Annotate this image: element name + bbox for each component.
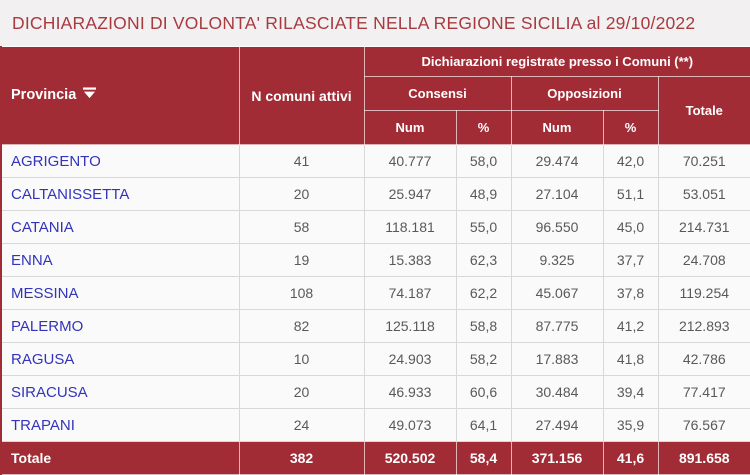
comuni-cell: 82 — [239, 310, 364, 343]
consensi-num-cell: 118.181 — [364, 211, 456, 244]
province-link[interactable]: ENNA — [11, 251, 53, 269]
column-header-consensi-num: Num — [364, 111, 456, 145]
province-link[interactable]: PALERMO — [11, 317, 84, 335]
opposizioni-pct-cell: 37,7 — [603, 244, 658, 277]
province-cell — [1, 409, 239, 442]
consensi-pct-cell: 62,3 — [456, 244, 511, 277]
province-cell — [1, 376, 239, 409]
table-row-caltanissetta — [1, 178, 750, 211]
table-row-palermo — [1, 310, 750, 343]
column-header-totale: Totale — [658, 77, 750, 145]
province-link[interactable]: AGRIGENTO — [11, 152, 101, 170]
page-title: DICHIARAZIONI DI VOLONTA' RILASCIATE NELLA REGIONE SICILIA al 29/10/2022 — [12, 12, 696, 33]
opposizioni-pct-cell: 35,9 — [603, 409, 658, 442]
consensi-pct-cell: 62,2 — [456, 277, 511, 310]
totale-cell: 53.051 — [658, 178, 750, 211]
table-row-agrigento — [1, 145, 750, 178]
comuni-cell: 20 — [239, 178, 364, 211]
opposizioni-num-cell: 96.550 — [511, 211, 603, 244]
totale-cell: 24.708 — [658, 244, 750, 277]
consensi-num-cell: 46.933 — [364, 376, 456, 409]
totale-cell: 214.731 — [658, 211, 750, 244]
comuni-cell: 20 — [239, 376, 364, 409]
province-cell — [1, 211, 239, 244]
consensi-num-cell: 40.777 — [364, 145, 456, 178]
column-header-consensi-pct: % — [456, 111, 511, 145]
table-row-enna — [1, 244, 750, 277]
opposizioni-num-cell: 27.494 — [511, 409, 603, 442]
opposizioni-num-cell: 87.775 — [511, 310, 603, 343]
total-opposizioni-num-cell: 371.156 — [511, 442, 603, 475]
opposizioni-pct-cell: 41,8 — [603, 343, 658, 376]
opposizioni-pct-cell: 51,1 — [603, 178, 658, 211]
province-link[interactable]: MESSINA — [11, 284, 79, 302]
province-link[interactable]: RAGUSA — [11, 350, 75, 368]
province-link[interactable]: CALTANISSETTA — [11, 185, 130, 203]
declarations-table — [0, 46, 750, 475]
comuni-cell: 19 — [239, 244, 364, 277]
province-link[interactable]: CATANIA — [11, 218, 74, 236]
table-row-messina — [1, 277, 750, 310]
totale-cell: 42.786 — [658, 343, 750, 376]
opposizioni-num-cell: 9.325 — [511, 244, 603, 277]
opposizioni-pct-cell: 37,8 — [603, 277, 658, 310]
totale-cell: 119.254 — [658, 277, 750, 310]
totale-cell: 76.567 — [658, 409, 750, 442]
province-cell — [1, 343, 239, 376]
table-row-ragusa — [1, 343, 750, 376]
table-row-trapani — [1, 409, 750, 442]
province-cell — [1, 145, 239, 178]
opposizioni-pct-cell: 41,2 — [603, 310, 658, 343]
provincia-header-label: Provincia — [11, 87, 77, 103]
column-header-opposizioni-pct: % — [603, 111, 658, 145]
total-opposizioni-pct-cell: 41,6 — [603, 442, 658, 475]
consensi-pct-cell: 58,0 — [456, 145, 511, 178]
opposizioni-num-cell: 17.883 — [511, 343, 603, 376]
totale-cell: 77.417 — [658, 376, 750, 409]
consensi-num-cell: 49.073 — [364, 409, 456, 442]
total-consensi-num-cell: 520.502 — [364, 442, 456, 475]
consensi-pct-cell: 55,0 — [456, 211, 511, 244]
province-cell — [1, 310, 239, 343]
consensi-pct-cell: 64,1 — [456, 409, 511, 442]
filter-funnel-icon[interactable] — [82, 87, 97, 104]
opposizioni-num-cell: 45.067 — [511, 277, 603, 310]
opposizioni-num-cell: 29.474 — [511, 145, 603, 178]
comuni-cell: 58 — [239, 211, 364, 244]
total-totale-cell: 891.658 — [658, 442, 750, 475]
column-group-header-dichiarazioni: Dichiarazioni registrate presso i Comuni (**) — [364, 47, 750, 77]
consensi-pct-cell: 58,8 — [456, 310, 511, 343]
column-header-opposizioni-num: Num — [511, 111, 603, 145]
table-row-siracusa — [1, 376, 750, 409]
column-header-consensi: Consensi — [364, 77, 511, 111]
opposizioni-pct-cell: 39,4 — [603, 376, 658, 409]
consensi-pct-cell: 48,9 — [456, 178, 511, 211]
totale-cell: 212.893 — [658, 310, 750, 343]
table-total-row — [1, 442, 750, 475]
consensi-num-cell: 25.947 — [364, 178, 456, 211]
totale-cell: 70.251 — [658, 145, 750, 178]
comuni-cell: 41 — [239, 145, 364, 178]
consensi-num-cell: 15.383 — [364, 244, 456, 277]
opposizioni-pct-cell: 42,0 — [603, 145, 658, 178]
column-header-provincia — [1, 47, 239, 145]
opposizioni-num-cell: 27.104 — [511, 178, 603, 211]
column-header-n-comuni-attivi: N comuni attivi — [239, 47, 364, 145]
comuni-cell: 108 — [239, 277, 364, 310]
consensi-num-cell: 74.187 — [364, 277, 456, 310]
province-cell — [1, 277, 239, 310]
total-comuni-cell: 382 — [239, 442, 364, 475]
total-label-cell: Totale — [1, 442, 239, 475]
table-row-catania — [1, 211, 750, 244]
column-header-opposizioni: Opposizioni — [511, 77, 658, 111]
comuni-cell: 24 — [239, 409, 364, 442]
province-link[interactable]: SIRACUSA — [11, 383, 88, 401]
consensi-pct-cell: 60,6 — [456, 376, 511, 409]
consensi-num-cell: 24.903 — [364, 343, 456, 376]
opposizioni-num-cell: 30.484 — [511, 376, 603, 409]
comuni-cell: 10 — [239, 343, 364, 376]
province-cell — [1, 178, 239, 211]
consensi-num-cell: 125.118 — [364, 310, 456, 343]
total-consensi-pct-cell: 58,4 — [456, 442, 511, 475]
opposizioni-pct-cell: 45,0 — [603, 211, 658, 244]
province-link[interactable]: TRAPANI — [11, 416, 75, 434]
province-cell — [1, 244, 239, 277]
consensi-pct-cell: 58,2 — [456, 343, 511, 376]
